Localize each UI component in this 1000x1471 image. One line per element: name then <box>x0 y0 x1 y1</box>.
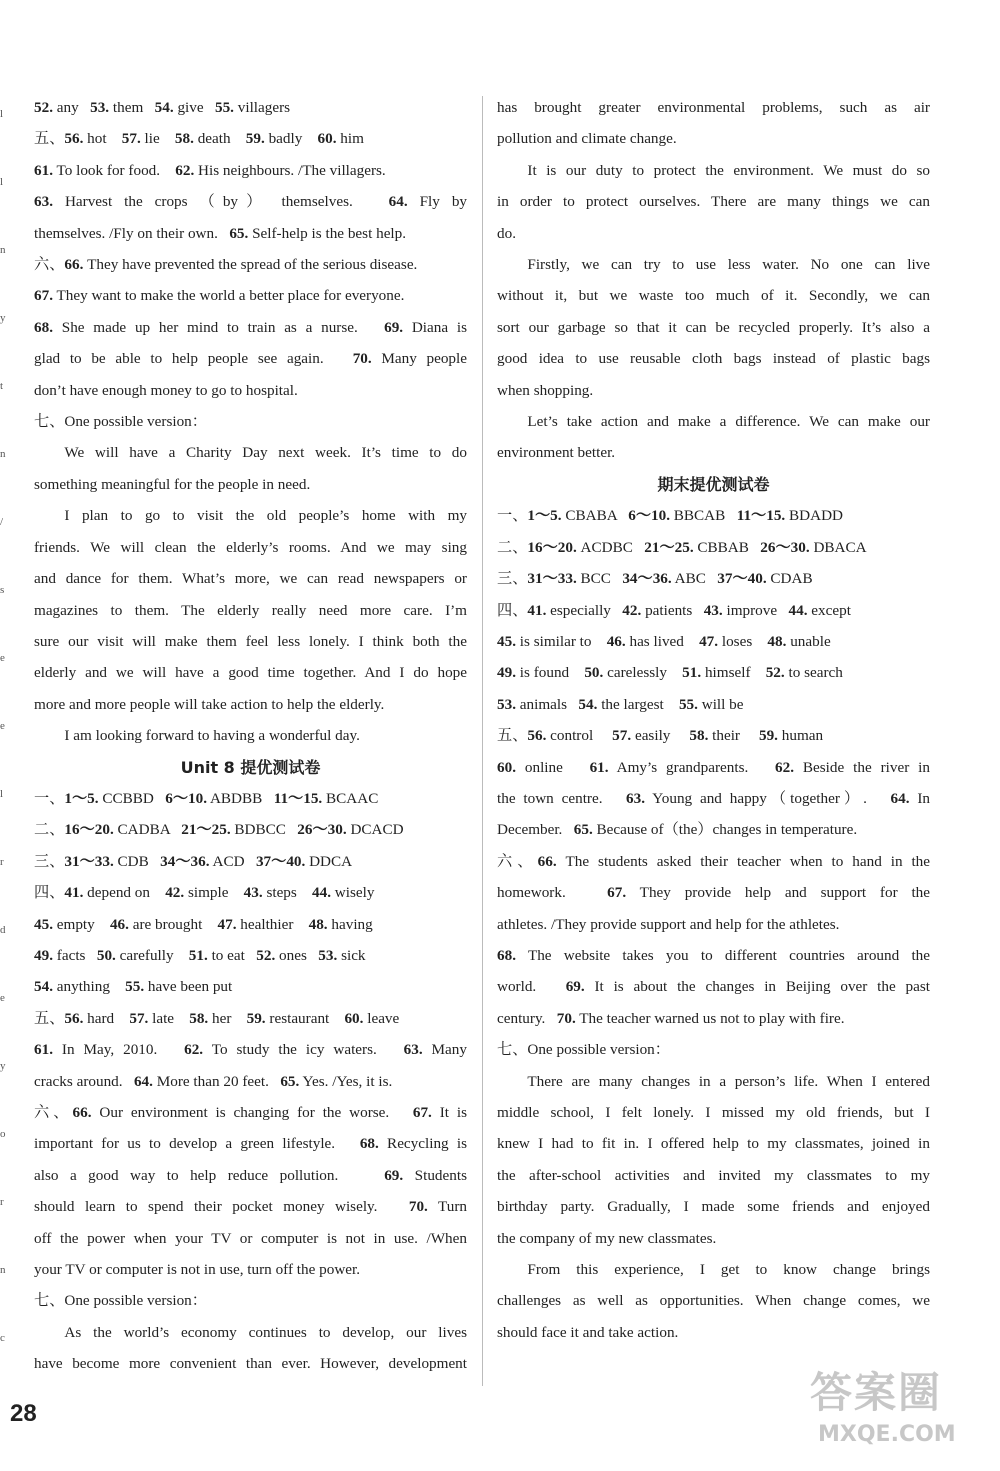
edge-letter-fragment: y <box>0 1060 6 1072</box>
left-text-line: 52. any 53. them 54. give 55. villagers <box>34 99 291 116</box>
edge-letter-fragment: l <box>0 176 4 188</box>
left-column <box>34 92 467 1380</box>
right-text-line: 53. animals 54. the largest 55. will be <box>497 695 744 713</box>
left-text-line: I plan to go to visit the old people’s home with my <box>64 507 467 525</box>
right-text-line: 68. The website takes you to different countries around the <box>497 946 930 964</box>
right-text-line: without it, but we waste too much of it. Secondly, we can <box>497 287 930 305</box>
edge-letter-fragment: e <box>0 720 5 732</box>
right-text-line: century. 70. The teacher warned us not to play with fire. <box>497 1009 845 1027</box>
right-text-line: homework. 67. They provide help and support for the <box>497 884 930 902</box>
right-text-line: good idea to use reusable cloth bags instead of plastic bags <box>497 350 930 368</box>
left-text-line: 49. facts 50. carefully 51. to eat 52. ones 53. sick <box>34 946 366 964</box>
left-text-line: 五、56. hard 57. late 58. her 59. restaurant 60. leave <box>34 1009 400 1027</box>
left-text-line: 四、41. depend on 42. simple 43. steps 44. wisely <box>34 884 375 902</box>
right-text-line: pollution and climate change. <box>497 130 677 148</box>
left-text-line: should learn to spend their pocket money wisely. 70. Turn <box>34 1198 468 1216</box>
left-text-line: something meaningful for the people in need. <box>34 475 311 493</box>
left-text-line: I am looking forward to having a wonderful day. <box>64 727 360 745</box>
watermark-logo: 答案圈 <box>810 1368 943 1417</box>
edge-letter-fragment: r <box>0 1196 4 1208</box>
left-text-line: 67. They want to make the world a better place for everyone. <box>34 287 405 305</box>
right-text-line: knew I had to fit in. I offered help to my classmates, joined in <box>497 1135 930 1153</box>
right-text-line: It is our duty to protect the environment. We must do so <box>527 161 930 179</box>
right-text-line: 49. is found 50. carelessly 51. himself 52. to search <box>497 664 843 682</box>
left-text-line: don’t have enough money to go to hospital. <box>34 381 298 399</box>
left-text-line: magazines to them. The elderly really need more care. I’m <box>34 601 467 619</box>
right-text-line: when shopping. <box>497 381 594 399</box>
right-column <box>497 92 930 1348</box>
right-text-line: December. 65. Because of（the）changes in temperature. <box>497 821 858 839</box>
edge-letter-fragment: d <box>0 924 6 936</box>
right-text-line: 七、One possible version： <box>497 1041 670 1059</box>
edge-letter-fragment: o <box>0 1128 6 1140</box>
edge-letter-fragment: n <box>0 1264 6 1276</box>
edge-letter-fragment: / <box>0 516 4 528</box>
right-text-line: environment better. <box>497 444 616 462</box>
watermark <box>800 1360 990 1460</box>
right-text-line: 四、41. especially 42. patients 43. improve 44. except <box>497 601 851 619</box>
left-text-line: 六、66. They have prevented the spread of the serious disease. <box>34 256 418 274</box>
left-text-line: cracks around. 64. More than 20 feet. 65. Yes. /Yes, it is. <box>34 1072 393 1090</box>
right-text-line: 60. online 61. Amy’s grandparents. 62. Beside the river in <box>497 758 930 776</box>
right-text-line: There are many changes in a person’s life. When I entered <box>527 1072 930 1090</box>
edge-letter-fragment: t <box>0 380 4 392</box>
left-section-title: Unit 8 提优测试卷 <box>180 757 321 777</box>
edge-letter-fragment: s <box>0 584 5 596</box>
left-text-line: 七、One possible version： <box>34 413 207 431</box>
right-text-line: world. 69. It is about the changes in Beijing over the past <box>497 978 930 996</box>
edge-letter-fragment: n <box>0 448 6 460</box>
left-text-line: your TV or computer is not in use, turn off the power. <box>34 1261 361 1279</box>
right-text-line: has brought greater environmental problems, such as air <box>497 99 930 116</box>
right-text-line: athletes. /They provide support and help for the athletes. <box>497 915 840 933</box>
right-text-line: 三、31～33. BCC 34～36. ABC 37～40. CDAB <box>497 570 813 588</box>
right-text-line: Let’s take action and make a difference. We can make our <box>527 413 930 431</box>
edge-letter-fragment: n <box>0 244 6 256</box>
right-text-line: middle school, I felt lonely. I missed my old friends, but I <box>497 1104 930 1121</box>
edge-letter-fragment: y <box>0 312 6 324</box>
right-text-line: sort our garbage so that it can be recycled properly. It’s also a <box>497 318 930 336</box>
left-text-line: 七、One possible version： <box>34 1292 207 1310</box>
edge-letter-fragment: l <box>0 788 4 800</box>
left-text-line: 61. To look for food. 62. His neighbours. /The villagers. <box>34 161 386 179</box>
watermark-url: MXQE.COM <box>818 1422 956 1447</box>
left-text-line: 54. anything 55. have been put <box>34 978 233 996</box>
left-text-line: more and more people will take action to help the elderly. <box>34 695 385 713</box>
left-text-line: off the power when your TV or computer is not in use. /When <box>34 1229 467 1247</box>
right-text-line: challenges as well as opportunities. When change comes, we <box>497 1292 930 1310</box>
edge-letter-fragment: e <box>0 652 5 664</box>
left-text-line: also a good way to help reduce pollution. 69. Students <box>34 1166 467 1184</box>
right-text-line: 45. is similar to 46. has lived 47. loses 48. unable <box>497 632 831 650</box>
left-text-line: elderly and we will have a good time together. And I do hope <box>34 664 467 682</box>
left-text-line: 61. In May, 2010. 62. To study the icy waters. 63. Many <box>34 1041 467 1059</box>
left-text-line: We will have a Charity Day next week. It’s time to do <box>64 444 467 462</box>
right-text-line: the after-school activities and invited my classmates to my <box>497 1166 930 1184</box>
right-text-line: From this experience, I get to know change brings <box>527 1261 930 1279</box>
edge-letter-fragment: l <box>0 108 4 120</box>
left-text-line: 六、66. Our environment is changing for the worse. 67. It is <box>34 1104 467 1121</box>
binding-edge-fragments <box>0 90 10 1390</box>
left-text-line: As the world’s economy continues to develop, our lives <box>64 1323 467 1341</box>
right-text-line: 五、56. control 57. easily 58. their 59. human <box>497 727 824 745</box>
edge-letter-fragment: r <box>0 856 4 868</box>
right-text-line: the company of my new classmates. <box>497 1229 717 1247</box>
column-divider <box>482 96 483 1386</box>
left-text-line: 68. She made up her mind to train as a nurse. 69. Diana is <box>34 318 467 336</box>
left-text-line: 45. empty 46. are brought 47. healthier 48. having <box>34 915 373 933</box>
right-text-line: in order to protect ourselves. There are many things we can <box>497 193 930 211</box>
left-text-line: themselves. /Fly on their own. 65. Self-help is the best help. <box>34 224 407 242</box>
left-text-line: 一、1～5. CCBBD 6～10. ABDBB 11～15. BCAAC <box>34 789 379 807</box>
right-text-line: do. <box>497 224 516 242</box>
right-text-line: the town centre. 63. Young and happy（together）. 64. In <box>497 789 930 807</box>
left-text-line: friends. We will clean the elderly’s rooms. And we may sing <box>34 538 467 556</box>
page-number: 28 <box>10 1400 37 1427</box>
edge-letter-fragment: e <box>0 992 5 1004</box>
left-text-line: important for us to develop a green lifestyle. 68. Recycling is <box>34 1135 468 1153</box>
left-text-line: and dance for them. What’s more, we can read newspapers or <box>34 570 467 588</box>
left-text-line: 63. Harvest the crops （by） themselves. 64. Fly by <box>34 193 468 211</box>
left-text-line: 五、56. hot 57. lie 58. death 59. badly 60. him <box>34 130 364 148</box>
left-text-line: glad to be able to help people see again. 70. Many people <box>34 350 467 368</box>
right-text-line: 二、16～20. ACDBC 21～25. CBBAB 26～30. DBACA <box>497 538 867 556</box>
edge-letter-fragment: c <box>0 1332 5 1344</box>
right-text-line: birthday party. Gradually, I made some friends and enjoyed <box>497 1198 930 1216</box>
left-text-line: sure our visit will make them feel less lonely. I think both the <box>34 632 467 650</box>
left-text-line: 二、16～20. CADBA 21～25. BDBCC 26～30. DCACD <box>34 821 404 839</box>
left-text-line: 三、31～33. CDB 34～36. ACD 37～40. DDCA <box>34 852 353 870</box>
right-text-line: should face it and take action. <box>497 1323 679 1341</box>
right-text-line: Firstly, we can try to use less water. No one can live <box>527 256 930 274</box>
right-text-line: 六、66. The students asked their teacher when to hand in the <box>497 852 931 870</box>
left-text-line: have become more convenient than ever. However, development <box>34 1355 467 1373</box>
right-section-title: 期末提优测试卷 <box>657 474 770 494</box>
right-text-line: 一、1～5. CBABA 6～10. BBCAB 11～15. BDADD <box>497 507 844 525</box>
